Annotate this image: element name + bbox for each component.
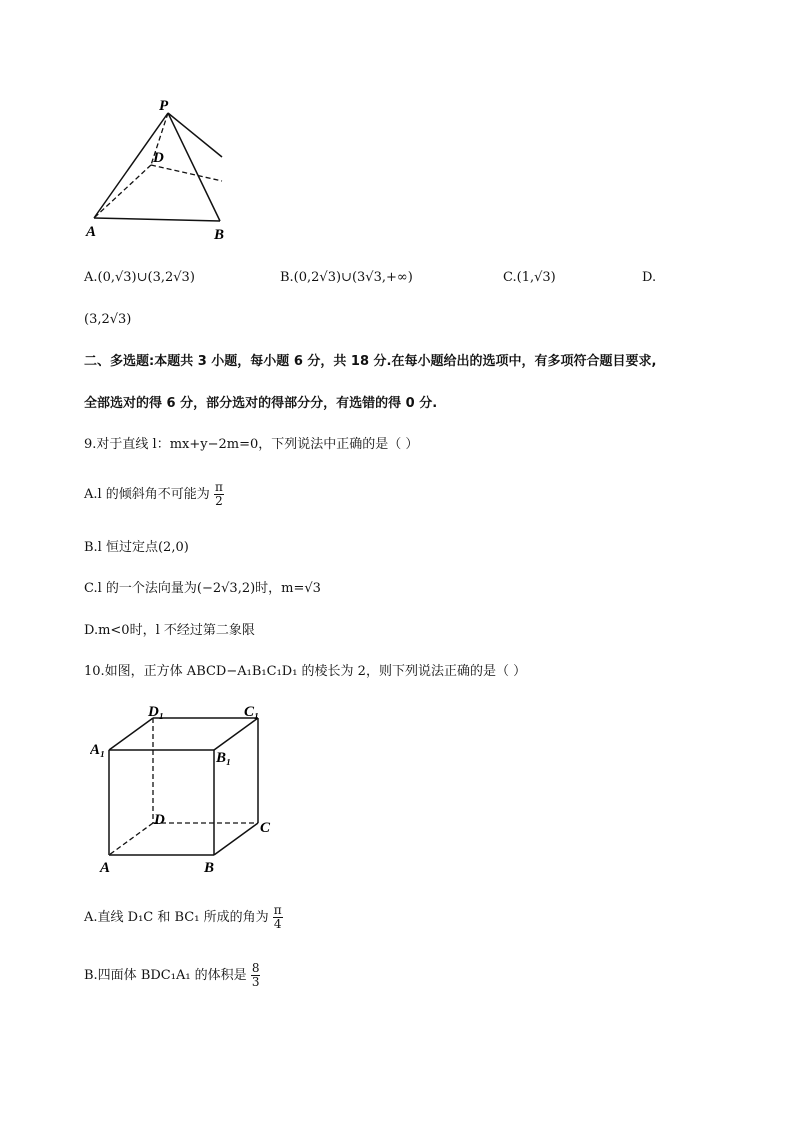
cube-figure [90, 700, 290, 880]
cube-label-c1: C₁ [244, 704, 260, 720]
pyramid-label-d: D [153, 150, 164, 166]
pyramid-label-b: B [214, 227, 225, 243]
q10-option-b-fraction [251, 962, 261, 989]
q8-option-d-label: D. [642, 270, 657, 285]
pyramid-figure [80, 95, 230, 245]
cube-label-a1: A₁ [90, 742, 106, 758]
cube-label-b: B [204, 860, 215, 876]
cube-label-b1: B₁ [216, 750, 232, 766]
q9-option-a-fraction [214, 481, 224, 508]
q9-option-d: D.m<0时，l 不经过第二象限 [84, 623, 255, 638]
section2-line1: 二、多选题:本题共 3 小题，每小题 6 分，共 18 分.在每小题给出的选项中，有多项符合题目要求, [84, 354, 657, 369]
q9-option-b: B.l 恒过定点(2,0) [84, 540, 189, 555]
q9-option-a-text: A.l 的倾斜角不可能为 [84, 487, 210, 502]
q10-a-frac-den: 4 [273, 917, 282, 931]
q10-option-a [84, 904, 283, 931]
q9-stem: 9.对于直线 l：mx+y−2m=0，下列说法中正确的是（ ） [84, 437, 419, 452]
q9-option-a [84, 481, 224, 508]
q10-option-a-fraction [273, 904, 283, 931]
q10-b-frac-num: 8 [251, 961, 260, 975]
q8-option-b: B.(0,2√3)∪(3√3,+∞) [280, 270, 413, 285]
q9-option-c: C.l 的一个法向量为(−2√3,2)时，m=√3 [84, 581, 321, 596]
cube-label-a: A [100, 860, 111, 876]
q10-a-frac-num: π [273, 903, 282, 917]
cube-label-d1: D₁ [148, 704, 165, 720]
pyramid-label-a: A [86, 224, 97, 240]
cube-label-d: D [154, 812, 165, 828]
q8-option-a: A.(0,√3)∪(3,2√3) [84, 270, 195, 285]
q10-option-a-text: A.直线 D₁C 和 BC₁ 所成的角为 [84, 910, 269, 925]
q8-option-c: C.(1,√3) [503, 270, 556, 285]
q9-a-frac-num: π [214, 480, 223, 494]
section2-line2: 全部选对的得 6 分，部分选对的得部分分，有选错的得 0 分. [84, 396, 438, 411]
q9-a-frac-den: 2 [215, 494, 223, 508]
cube-label-c: C [260, 820, 271, 836]
q10-option-b-text: B.四面体 BDC₁A₁ 的体积是 [84, 968, 247, 983]
pyramid-label-p: P [159, 98, 169, 114]
q10-stem: 10.如图，正方体 ABCD−A₁B₁C₁D₁ 的棱长为 2，则下列说法正确的是（ ） [84, 664, 527, 679]
q10-option-b [84, 962, 260, 989]
q8-option-d-value: (3,2√3) [84, 312, 132, 327]
q10-b-frac-den: 3 [251, 975, 260, 989]
